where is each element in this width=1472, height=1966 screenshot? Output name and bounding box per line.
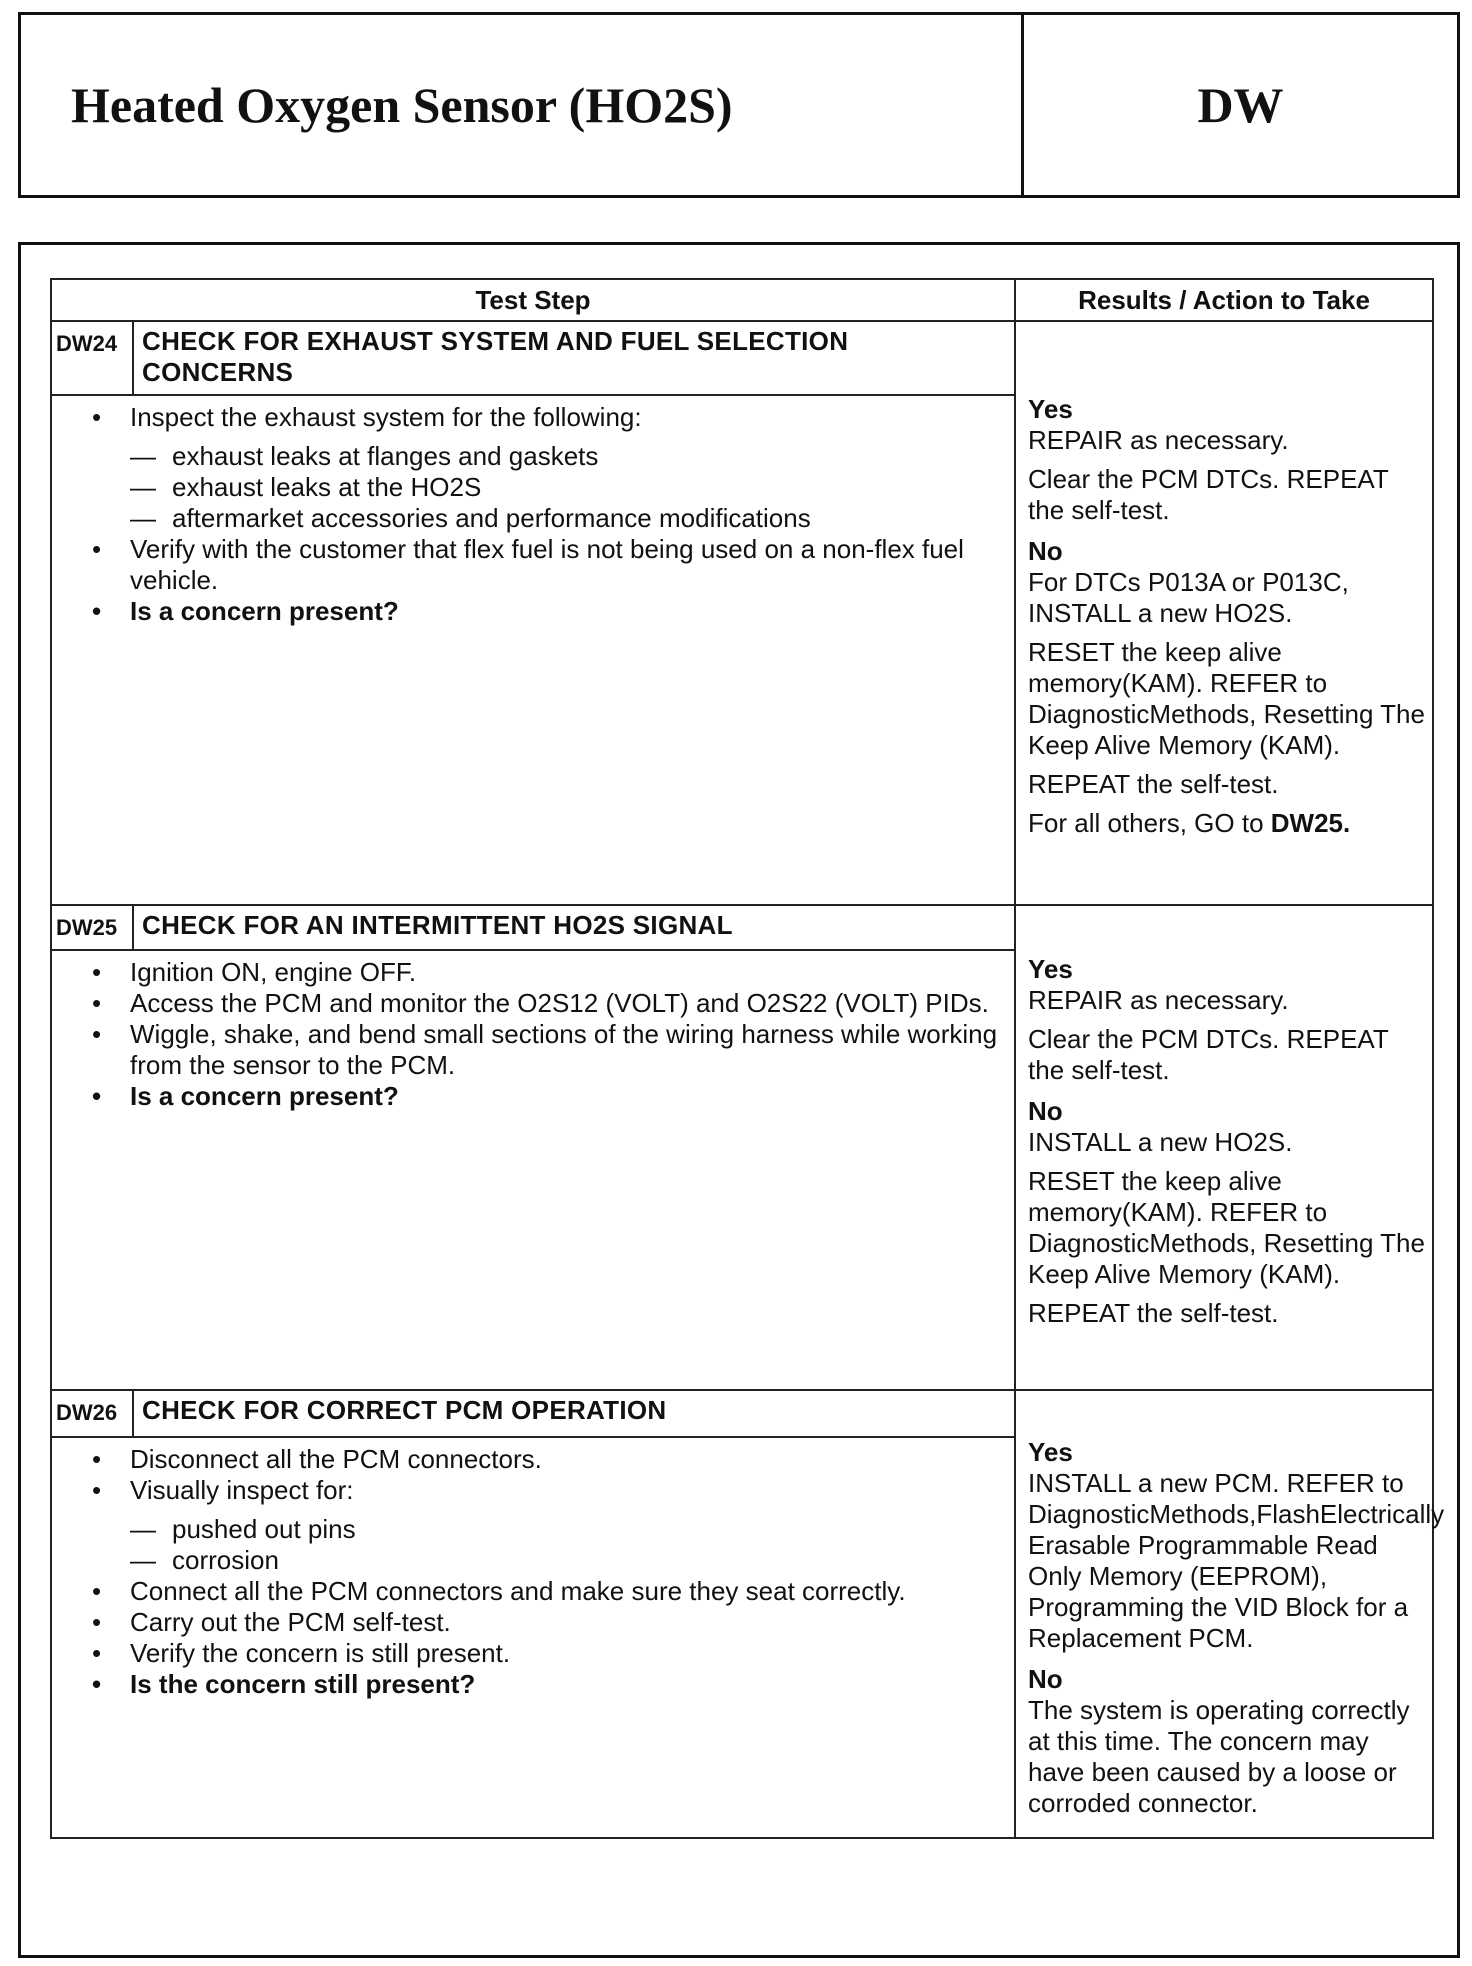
goto-text: For all others, GO to <box>1028 808 1264 838</box>
step-question: • Is a concern present? <box>92 596 1004 627</box>
section-code: DW <box>1021 15 1457 195</box>
dash-item: — exhaust leaks at the HO2S <box>130 472 1004 503</box>
step-results <box>1015 321 1433 905</box>
step-results <box>1015 1390 1445 1838</box>
no-label: No <box>1028 1096 1063 1126</box>
step-title: CHECK FOR CORRECT PCM OPERATION <box>133 1390 1015 1437</box>
step-body <box>51 395 1015 905</box>
step-bullet: • Access the PCM and monitor the O2S12 (VOLT) and O2S22 (VOLT) PIDs. <box>92 988 1004 1019</box>
step-id: DW24 <box>51 321 133 395</box>
step-body <box>51 950 1015 1390</box>
no-action: For DTCs P013A or P013C, INSTALL a new HO2S. <box>1028 567 1349 628</box>
test-step-table <box>50 278 1445 1839</box>
no-action: RESET the keep alive memory(KAM). REFER to DiagnosticMethods, Resetting The Keep Alive Memory (KAM). <box>1028 1166 1425 1289</box>
dash-item: — aftermarket accessories and performance modifications <box>130 503 1004 534</box>
bullet-text: Visually inspect for: <box>130 1475 354 1506</box>
step-body <box>51 1437 1015 1838</box>
page-title: Heated Oxygen Sensor (HO2S) <box>71 77 733 133</box>
step-title-row <box>51 321 1433 395</box>
bullet-text: Inspect the exhaust system for the following: <box>130 402 642 432</box>
step-bullet: • Verify with the customer that flex fuel is not being used on a non-flex fuel vehicle. <box>92 534 1004 596</box>
yes-label: Yes <box>1028 394 1073 424</box>
step-question: • Is a concern present? <box>92 1081 1004 1112</box>
no-action: The system is operating correctly at this time. The concern may have been caused by a loose or corroded connector. <box>1028 1695 1410 1818</box>
step-title: CHECK FOR EXHAUST SYSTEM AND FUEL SELECTION CONCERNS <box>133 321 1015 395</box>
step-bullet: • Connect all the PCM connectors and make sure they seat correctly. <box>92 1576 1004 1607</box>
step-bullet: • Wiggle, shake, and bend small sections of the wiring harness while working from the sensor to the PCM. <box>92 1019 1004 1081</box>
table-header-row <box>51 279 1433 321</box>
step-bullet: • Disconnect all the PCM connectors. <box>92 1444 1004 1475</box>
step-id: DW26 <box>51 1390 133 1437</box>
step-title-row <box>51 1390 1433 1437</box>
yes-label: Yes <box>1028 1437 1073 1467</box>
no-action <box>1028 808 1426 839</box>
step-bullet <box>92 402 1004 534</box>
step-id: DW25 <box>51 905 133 950</box>
step-title-row <box>51 905 1433 950</box>
no-action: RESET the keep alive memory(KAM). REFER to DiagnosticMethods, Resetting The Keep Alive Memory (KAM). <box>1028 637 1425 760</box>
no-action: REPEAT the self-test. <box>1028 769 1279 799</box>
test-step-header: Test Step <box>51 279 1015 321</box>
no-label: No <box>1028 536 1063 566</box>
page-header <box>18 12 1460 198</box>
step-question: • Is the concern still present? <box>92 1669 1004 1700</box>
yes-action: REPAIR as necessary. <box>1028 985 1289 1015</box>
yes-action: Clear the PCM DTCs. REPEAT the self-test. <box>1028 464 1389 525</box>
dash-item: — exhaust leaks at flanges and gaskets <box>130 441 1004 472</box>
no-action: INSTALL a new HO2S. <box>1028 1127 1293 1157</box>
step-bullet: • Ignition ON, engine OFF. <box>92 957 1004 988</box>
step-results <box>1015 905 1433 1390</box>
yes-action: REPAIR as necessary. <box>1028 425 1289 455</box>
no-action: REPEAT the self-test. <box>1028 1298 1279 1328</box>
step-bullet: • Verify the concern is still present. <box>92 1638 1004 1669</box>
goto-step-link[interactable]: DW25. <box>1270 808 1351 838</box>
step-title: CHECK FOR AN INTERMITTENT HO2S SIGNAL <box>133 905 1015 950</box>
yes-label: Yes <box>1028 954 1073 984</box>
yes-action: INSTALL a new PCM. REFER to DiagnosticMethods,FlashElectrically Erasable Programmable Read Only Memory (EEPROM), Programming the VID Block for a Replacement PCM. <box>1028 1468 1445 1653</box>
step-bullet: • Carry out the PCM self-test. <box>92 1607 1004 1638</box>
dash-item: — corrosion <box>130 1545 1004 1576</box>
results-header: Results / Action to Take <box>1015 279 1433 321</box>
no-label: No <box>1028 1664 1063 1694</box>
dash-item: — pushed out pins <box>130 1514 1004 1545</box>
yes-action: Clear the PCM DTCs. REPEAT the self-test. <box>1028 1024 1389 1085</box>
step-bullet <box>92 1475 1004 1576</box>
